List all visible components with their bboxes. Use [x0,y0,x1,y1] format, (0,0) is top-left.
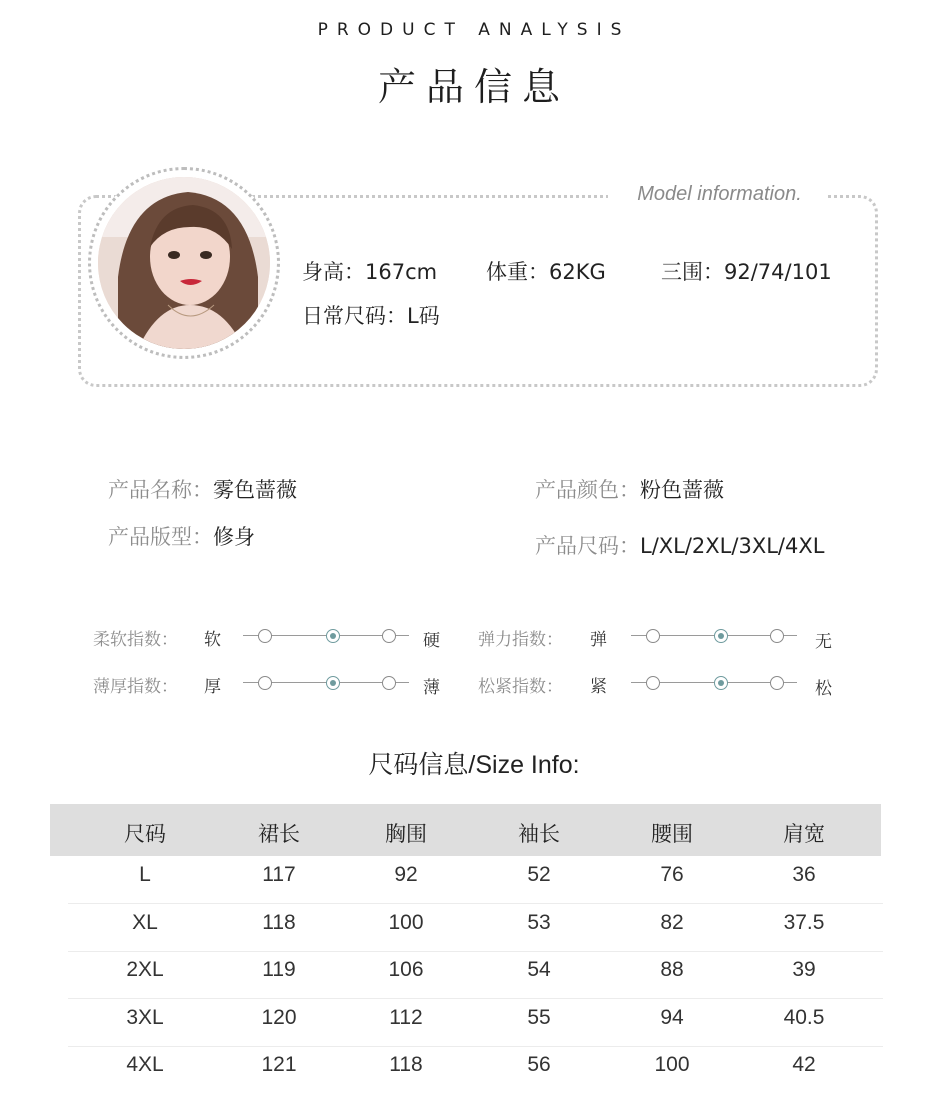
table-cell: 117 [262,863,296,886]
tightness-label: 松紧指数： [478,677,563,697]
thickness-scale [236,676,416,690]
scale-knob-selected [714,676,728,690]
table-cell: 2XL [126,958,164,981]
table-cell: 88 [660,958,684,981]
softness-right: 硬 [423,631,440,651]
table-cell: 55 [527,1005,551,1029]
table-cell: L [139,863,151,886]
elasticity-scale [624,629,804,643]
scale-knob-selected [714,629,728,643]
softness-left: 软 [204,630,221,650]
table-cell: 100 [388,910,424,934]
table-cell: 120 [261,1005,297,1029]
model-measurements: 三围：92/74/101 [661,260,832,284]
model-info-label: Model information. [612,183,827,206]
header-cell: 裙长 [258,822,300,846]
table-cell: 112 [389,1005,423,1029]
model-height: 身高：167cm [302,260,438,284]
scale-knob [646,629,660,643]
product-sizes: 产品尺码：L/XL/2XL/3XL/4XL [535,534,825,558]
scale-knob-selected [326,629,340,643]
table-cell: 37.5 [783,910,825,934]
scale-knob [770,676,784,690]
table-cell: 4XL [126,1053,164,1076]
section-kicker: PRODUCT ANALYSIS [317,20,631,40]
table-cell: 119 [262,958,296,981]
table-cell: 36 [792,863,816,886]
model-daily-size: 日常尺码：L码 [302,304,440,328]
elasticity-label: 弹力指数： [478,630,563,650]
table-cell: 39 [792,958,816,981]
table-cell: 42 [792,1053,816,1076]
thickness-label: 薄厚指数： [93,677,178,697]
scale-knob-selected [326,676,340,690]
table-row [68,1000,883,1047]
size-info-title: 尺码信息/Size Info: [368,751,580,779]
table-cell: 94 [660,1005,684,1029]
table-cell: 40.5 [783,1005,825,1029]
scale-knob [382,676,396,690]
table-row [68,905,883,952]
table-cell: 53 [527,910,551,934]
table-row [68,952,883,999]
table-cell: 92 [394,863,418,886]
table-cell: 54 [527,958,551,981]
table-cell: 100 [654,1053,690,1076]
elasticity-left: 弹 [590,630,607,650]
table-row [68,1047,883,1094]
softness-label: 柔软指数： [93,630,178,650]
page-title: 产品信息 [377,65,570,109]
tightness-left: 紧 [590,677,607,697]
scale-knob [258,676,272,690]
header-cell: 尺码 [124,822,166,846]
elasticity-right: 无 [815,632,832,652]
table-row [68,857,883,904]
table-cell: 106 [388,958,424,981]
scale-knob [646,676,660,690]
size-table-header [50,804,881,856]
table-cell: 118 [389,1053,423,1076]
table-cell: 52 [527,863,551,886]
table-cell: 121 [261,1053,297,1076]
scale-knob [258,629,272,643]
thickness-left: 厚 [204,677,221,697]
model-avatar [98,177,270,349]
scale-knob [382,629,396,643]
thickness-right: 薄 [423,678,440,698]
product-color: 产品颜色：粉色蔷薇 [535,478,724,502]
table-cell: 56 [527,1053,551,1076]
table-cell: 3XL [126,1005,164,1029]
softness-scale [236,629,416,643]
table-cell: 118 [262,910,296,934]
product-fit: 产品版型：修身 [108,525,255,549]
header-cell: 胸围 [385,822,427,846]
table-cell: XL [132,910,158,934]
table-cell: 76 [660,863,684,886]
product-name: 产品名称：雾色蔷薇 [108,478,297,502]
tightness-right: 松 [815,679,832,699]
header-cell: 袖长 [518,822,560,846]
tightness-scale [624,676,804,690]
header-cell: 肩宽 [783,822,825,846]
model-weight: 体重：62KG [486,260,606,284]
header-cell: 腰围 [651,822,693,846]
table-cell: 82 [660,910,684,934]
scale-knob [770,629,784,643]
